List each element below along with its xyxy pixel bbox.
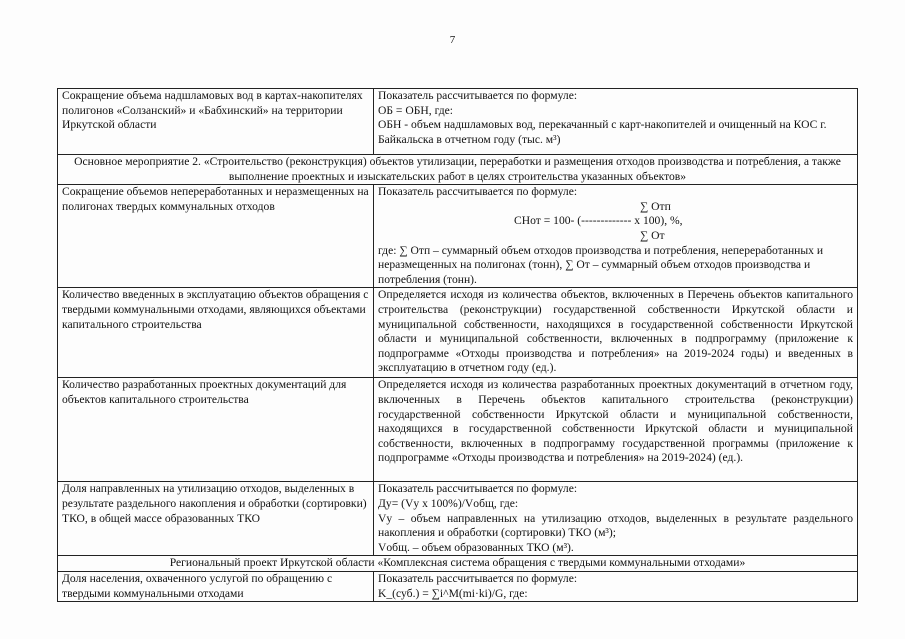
formula: СНот = 100- (------------- х 100), %, [514,214,683,228]
method-line: Показатель рассчитывается по формуле: [378,185,578,199]
method-line: Показатель рассчитывается по формуле: [378,482,578,496]
indicator-method [374,89,858,155]
indicators-table [57,88,858,602]
page-number: 7 [449,34,456,46]
section-heading: Региональный проект Иркутской области «Комплексная система обращения с твердыми коммунальными отходами» [58,556,858,572]
indicator-method [374,185,858,288]
indicator-method [374,482,858,556]
section-heading: Основное мероприятие 2. «Строительство (реконструкция) объектов утилизации, переработки и размещения отходов производства и потребления, а также выполнение проектных и изыскательских работ в целях строительства указанных объектов» [58,155,858,185]
table-row [58,378,858,482]
method-line: ОБН - объем надшламовых вод, перекачанный с карт-накопителей и очищенный на КОС г. Байкальска в отчетном году (тыс. м³) [378,118,827,146]
indicator-method [374,571,858,601]
table-row [58,89,858,155]
indicator-method: Определяется исходя из количества разработанных проектных документаций в отчетном году, включенных в Перечень объектов капитального строительства (реконструкции) государственной собственности Иркутской области и муниципальной собственности, находящихся в государственной собственности Иркутской области и муниципальной собственности, включенных в подпрограмму государственной программы (приложение к подпрограмме «Отходы производства и потребления» на 2019-2024) (ед.). [374,378,858,482]
section-row [58,155,858,185]
indicator-name: Доля направленных на утилизацию отходов, выделенных в результате раздельного накопления и обработки (сортировки) ТКО, в общей массе образованных ТКО [58,482,374,556]
formula-sum-top: ∑ Отп [640,199,671,213]
table-row [58,482,858,556]
table-row [58,571,858,601]
section-row [58,556,858,572]
indicator-method: Определяется исходя из количества объектов, включенных в Перечень объектов капитального строительства (реконструкции) государственной собственности Иркутской области и муниципальной собственности, находящихся в государственной собственности Иркутской области и муниципальной собственности, включенных в подпрограмму (приложение к подпрограмме «Отходы производства и потребления» на 2019-2024 годы) и введенных в эксплуатацию в отчетном году (ед.). [374,288,858,378]
indicator-name: Количество разработанных проектных документаций для объектов капитального строительства [58,378,374,482]
formula: Ду= (Vу х 100%)/Vобщ, где: [378,496,519,510]
table-row [58,185,858,288]
formula-explanation: где: ∑ Отп – суммарный объем отходов производства и потребления, непереработанных и неразмещенных на полигонах (тонн), ∑ От – суммарный объем отходов производства и потребления (тонн). [378,243,824,286]
method-line: ОБ = ОБН, где: [378,103,454,117]
indicator-name: Сокращение объемов непереработанных и неразмещенных на полигонах твердых коммунальных отходов [58,185,374,288]
formula-sum-bottom: ∑ От [640,228,665,242]
indicator-name: Доля населения, охваченного услугой по обращению с твердыми коммунальными отходами [58,571,374,601]
method-line: Показатель рассчитывается по формуле: [378,89,578,102]
variable-definition: Vобщ. – объем образованных ТКО (м³). [378,540,574,554]
formula: K_(суб.) = ∑i^M(mi·ki)/G, где: [378,586,528,600]
method-line: Показатель рассчитывается по формуле: [378,571,578,585]
table-row [58,288,858,378]
indicator-name: Сокращение объема надшламовых вод в картах-накопителях полигонов «Солзанский» и «Бабхинский» на территории Иркутской области [58,89,374,155]
variable-definition: Vу – объем направленных на утилизацию отходов, выделенных в результате раздельного накопления и обработки (сортировки) ТКО (м³); [378,511,853,540]
indicator-name: Количество введенных в эксплуатацию объектов обращения с твердыми коммунальными отходами, являющихся объектами капитального строительства [58,288,374,378]
